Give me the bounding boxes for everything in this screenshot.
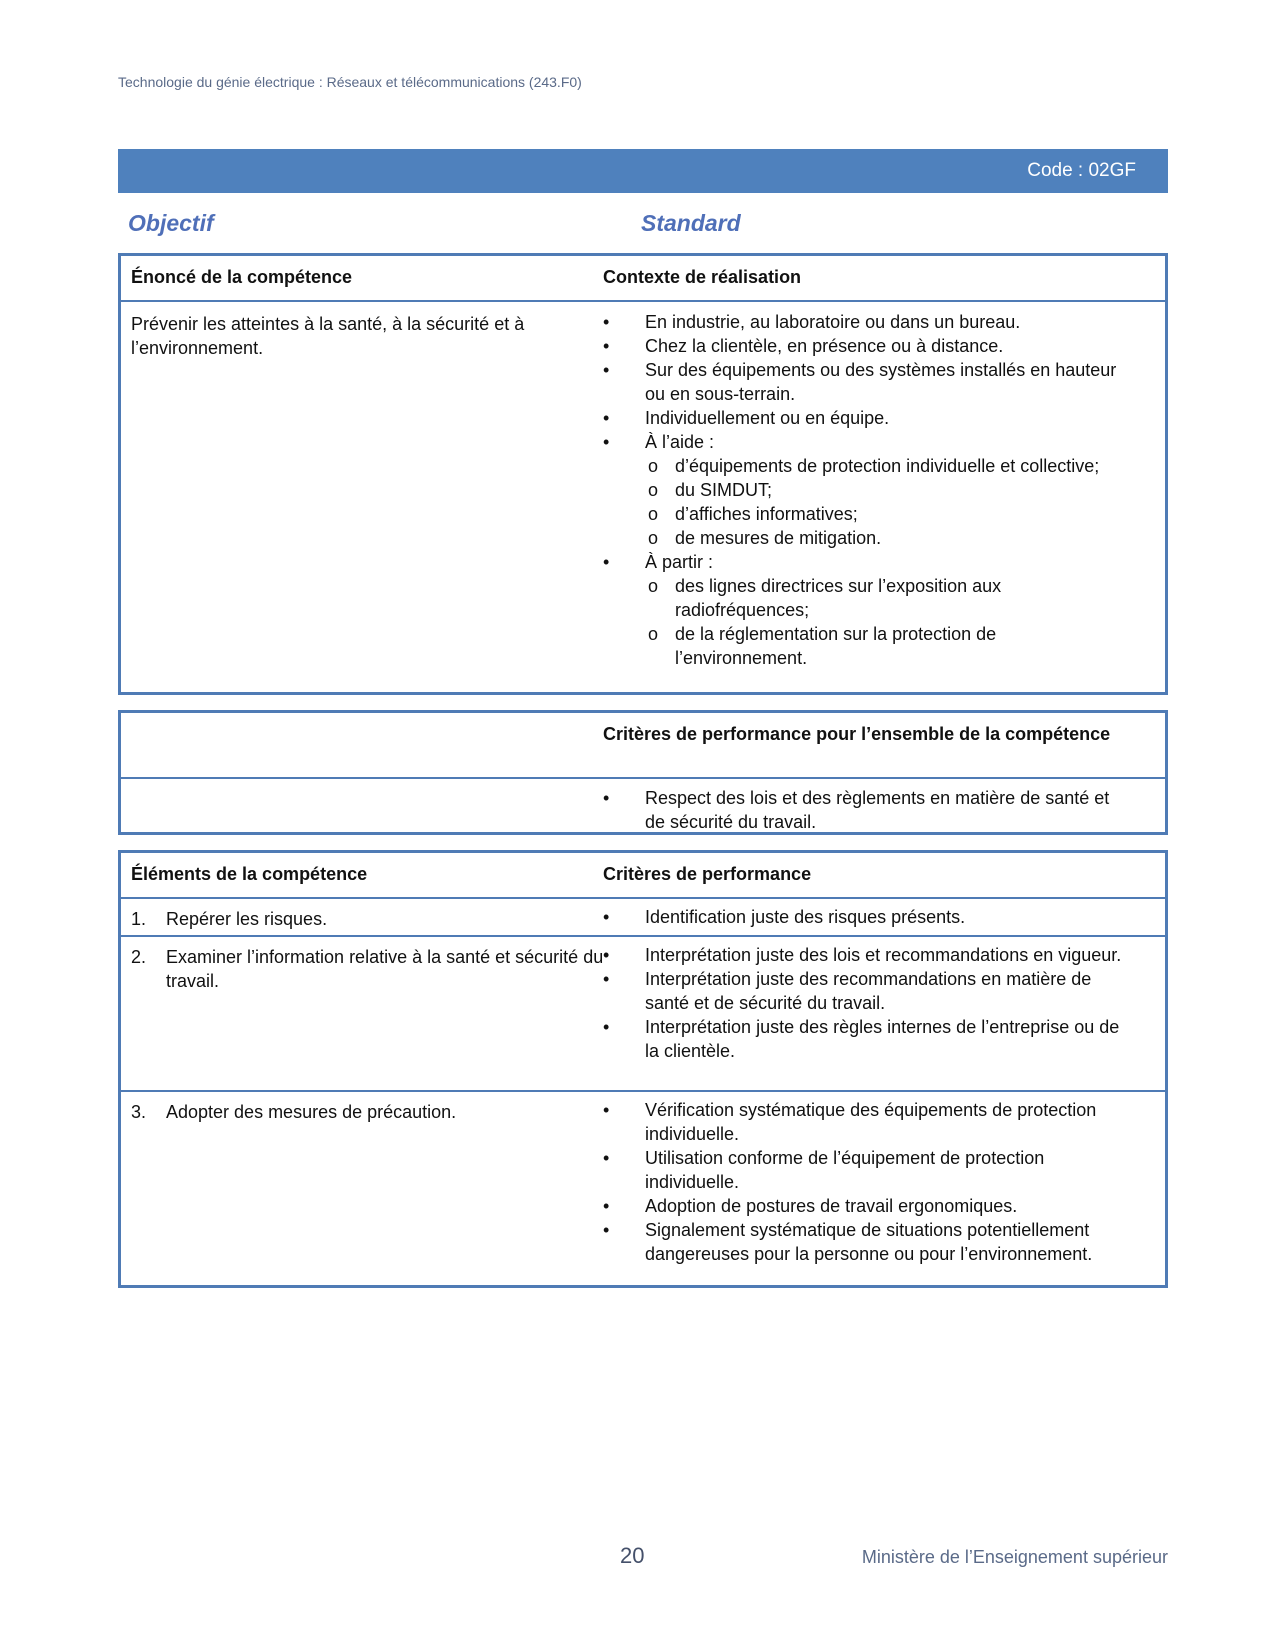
list-item: o d’affiches informatives; xyxy=(645,502,1123,526)
table-row xyxy=(121,302,1165,692)
list-item: • Vérification systématique des équipements de protection individuelle. xyxy=(603,1098,1123,1146)
criteria-heading: Critères de performance xyxy=(603,864,812,884)
page-number: 20 xyxy=(620,1543,645,1568)
list-item: o d’équipements de protection individuelle et collective; xyxy=(645,454,1123,478)
criteria-list xyxy=(603,943,1123,1063)
list-item: • Interprétation juste des lois et recommandations en vigueur. xyxy=(603,943,1123,967)
element-text: Adopter des mesures de précaution. xyxy=(166,1102,457,1122)
elements-criteria-table xyxy=(118,850,1168,1288)
context-list xyxy=(603,310,1123,670)
criteria-list xyxy=(603,905,1123,929)
objective-label: Objectif xyxy=(128,210,214,236)
table-row xyxy=(121,1092,1165,1282)
statement-heading: Énoncé de la compétence xyxy=(131,267,353,287)
element-number: 3. xyxy=(131,1102,147,1122)
element-item xyxy=(131,945,621,993)
section-labels xyxy=(128,210,1168,240)
list-item: • Interprétation juste des règles internes de l’entreprise ou de la clientèle. xyxy=(603,1015,1123,1063)
element-item xyxy=(131,1100,621,1124)
list-item: • Adoption de postures de travail ergonomiques. xyxy=(603,1194,1123,1218)
list-item: o des lignes directrices sur l’exposition aux radiofréquences; xyxy=(645,574,1123,622)
list-item: o du SIMDUT; xyxy=(645,478,1123,502)
list-item: • Identification juste des risques présents. xyxy=(603,905,1123,929)
competency-code: Code : 02GF xyxy=(1027,160,1136,181)
overall-criteria-heading: Critères de performance pour l’ensemble de la compétence xyxy=(603,724,1111,744)
table-header xyxy=(121,256,1165,302)
table-row xyxy=(121,779,1165,834)
partir-label: À partir : xyxy=(645,552,714,572)
list-item: o de la réglementation sur la protection de l’environnement. xyxy=(645,622,1123,670)
table-header xyxy=(121,853,1165,899)
overall-criteria-table xyxy=(118,710,1168,835)
partir-sublist xyxy=(645,574,1123,670)
competency-context-table xyxy=(118,253,1168,695)
list-item: o de mesures de mitigation. xyxy=(645,526,1123,550)
table-header xyxy=(121,713,1165,779)
element-number: 2. xyxy=(131,947,147,967)
list-item: • Interprétation juste des recommandations en matière de santé et de sécurité du travail. xyxy=(603,967,1123,1015)
list-item xyxy=(603,430,1123,550)
elements-heading: Éléments de la compétence xyxy=(131,864,368,884)
element-number: 1. xyxy=(131,909,147,929)
list-item: • Individuellement ou en équipe. xyxy=(603,406,1123,430)
aide-sublist xyxy=(645,454,1123,550)
list-item: • Sur des équipements ou des systèmes installés en hauteur ou en sous-terrain. xyxy=(603,358,1123,406)
table-row xyxy=(121,899,1165,937)
context-heading: Contexte de réalisation xyxy=(603,267,802,287)
list-item: • En industrie, au laboratoire ou dans un bureau. xyxy=(603,310,1123,334)
list-item: • Utilisation conforme de l’équipement de protection individuelle. xyxy=(603,1146,1123,1194)
aide-label: À l’aide : xyxy=(645,432,715,452)
ministry-name: Ministère de l’Enseignement supérieur xyxy=(861,1547,1168,1567)
list-item: • Signalement systématique de situations potentiellement dangereuses pour la personne ou pour l’environnement. xyxy=(603,1218,1123,1266)
list-item: • Chez la clientèle, en présence ou à distance. xyxy=(603,334,1123,358)
list-item xyxy=(603,550,1123,670)
code-band xyxy=(118,149,1168,193)
element-item xyxy=(131,907,621,931)
table-row xyxy=(121,937,1165,1092)
criteria-list xyxy=(603,1098,1123,1266)
overall-criteria-list xyxy=(603,786,1123,834)
standard-label: Standard xyxy=(641,210,741,236)
list-item: • Respect des lois et des règlements en matière de santé et de sécurité du travail. xyxy=(603,786,1123,834)
element-text: Repérer les risques. xyxy=(166,909,328,929)
competency-statement: Prévenir les atteintes à la santé, à la sécurité et à l’environnement. xyxy=(131,314,525,358)
element-text: Examiner l’information relative à la santé et sécurité du travail. xyxy=(166,947,604,991)
running-title: Technologie du génie électrique : Réseaux et télécommunications (243.F0) xyxy=(118,74,582,90)
